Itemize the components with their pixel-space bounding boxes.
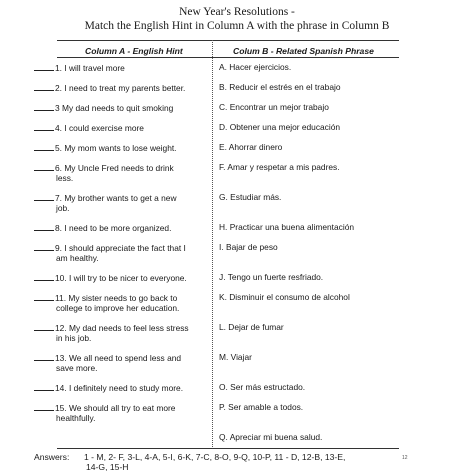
column-b-item: G. Estudiar más. — [219, 192, 282, 202]
column-a-item: 13. We all need to spend less and save more. — [34, 352, 210, 373]
column-b-item: Q. Apreciar mi buena salud. — [219, 432, 323, 442]
column-a-item: 15. We should all try to eat more healthfully. — [34, 402, 210, 423]
column-a-item: 8. I need to be more organized. — [34, 222, 210, 233]
bottom-rule — [57, 448, 399, 449]
header-rule — [57, 57, 399, 58]
answer-blank[interactable] — [34, 382, 54, 391]
column-b-item: F. Amar y respetar a mis padres. — [219, 162, 340, 172]
column-divider — [212, 40, 213, 449]
column-a-item: 1. I will travel more — [34, 62, 210, 73]
column-a-header: Column A - English Hint — [85, 46, 183, 56]
answer-blank[interactable] — [34, 102, 54, 111]
column-b-item: A. Hacer ejercicios. — [219, 62, 292, 72]
column-a-item: 5. My mom wants to lose weight. — [34, 142, 210, 153]
answer-key — [34, 452, 374, 472]
answer-blank[interactable] — [34, 192, 54, 201]
column-b-header: Colum B - Related Spanish Phrase — [233, 46, 374, 56]
column-a-item: 14. I definitely need to study more. — [34, 382, 210, 393]
answer-blank[interactable] — [34, 122, 54, 131]
answers-line-2: 14-G, 15-H — [86, 462, 129, 472]
answer-blank[interactable] — [34, 82, 54, 91]
column-b-item: D. Obtener una mejor educación — [219, 122, 341, 132]
answer-blank[interactable] — [34, 352, 54, 361]
column-a-item: 10. I will try to be nicer to everyone. — [34, 272, 210, 283]
column-b-item: I. Bajar de peso — [219, 242, 278, 252]
column-b-item: B. Reducir el estrés en el trabajo — [219, 82, 341, 92]
answers-line-1: 1 - M, 2- F, 3-L, 4-A, 5-I, 6-K, 7-C, 8-O, 9-Q, 10-P, 11 - D, 12-B, 13-E, — [84, 452, 346, 462]
column-a-item: 12. My dad needs to feel less stress in his job. — [34, 322, 210, 343]
column-b-item: O. Ser más estructado. — [219, 382, 306, 392]
answer-blank[interactable] — [34, 222, 54, 231]
column-b-item: J. Tengo un fuerte resfriado. — [219, 272, 324, 282]
column-a-item: 2. I need to treat my parents better. — [34, 82, 210, 93]
column-b-item: P. Ser amable a todos. — [219, 402, 304, 412]
column-b-item: E. Ahorrar dinero — [219, 142, 283, 152]
column-b-item: C. Encontrar un mejor trabajo — [219, 102, 329, 112]
answer-blank[interactable] — [34, 292, 54, 301]
column-a-item: 11. My sister needs to go back to college to improve her education. — [34, 292, 210, 313]
column-a-item: 3 My dad needs to quit smoking — [34, 102, 210, 113]
answer-blank[interactable] — [34, 272, 54, 281]
column-b-item: M. Viajar — [219, 352, 252, 362]
worksheet-title: New Year's Resolutions - — [179, 6, 295, 18]
answer-blank[interactable] — [34, 242, 54, 251]
column-b-item: L. Dejar de fumar — [219, 322, 284, 332]
worksheet-subtitle: Match the English Hint in Column A with the phrase in Column B — [84, 20, 390, 32]
answer-blank[interactable] — [34, 402, 54, 411]
top-rule — [57, 40, 399, 41]
column-b-item: H. Practicar una buena alimentación — [219, 222, 355, 232]
answer-blank[interactable] — [34, 62, 54, 71]
column-a-item: 7. My brother wants to get a new job. — [34, 192, 210, 213]
answer-blank[interactable] — [34, 322, 54, 331]
answers-label: Answers: — [34, 452, 70, 462]
answer-blank[interactable] — [34, 142, 54, 151]
column-a-item: 4. I could exercise more — [34, 122, 210, 133]
column-a-item: 9. I should appreciate the fact that I am healthy. — [34, 242, 210, 263]
column-a-item: 6. My Uncle Fred needs to drink less. — [34, 162, 210, 183]
column-b-item: K. Disminuir el consumo de alcohol — [219, 292, 350, 302]
answer-blank[interactable] — [34, 162, 54, 171]
page-number: 12 — [402, 455, 408, 461]
